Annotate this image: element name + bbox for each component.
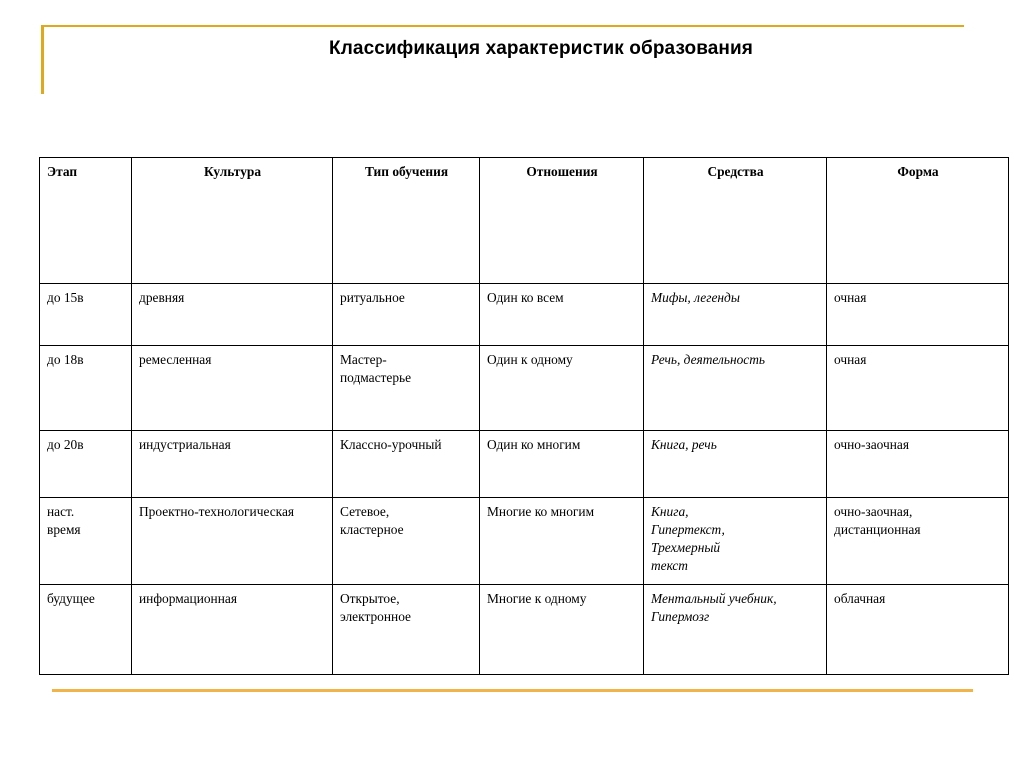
column-header-culture: Культура (132, 158, 333, 284)
cell-culture: древняя (132, 284, 333, 346)
cell-learning-type: ритуальное (333, 284, 480, 346)
cell-means: Речь, деятельность (644, 346, 827, 431)
cell-form: очно-заочная, дистанционная (827, 498, 1009, 585)
cell-form: очно-заочная (827, 431, 1009, 498)
cell-stage: будущее (40, 585, 132, 675)
cell-means: Ментальный учебник, Гипермозг (644, 585, 827, 675)
cell-learning-type: Классно-урочный (333, 431, 480, 498)
table-row (40, 431, 1009, 498)
cell-stage: до 15в (40, 284, 132, 346)
cell-learning-type: Мастер- подмастерье (333, 346, 480, 431)
cell-relations: Многие ко многим (480, 498, 644, 585)
cell-culture: информационная (132, 585, 333, 675)
table-row (40, 585, 1009, 675)
column-header-form: Форма (827, 158, 1009, 284)
page-title: Классификация характеристик образования (329, 38, 753, 59)
table-header-row (40, 158, 1009, 284)
cell-relations: Один ко всем (480, 284, 644, 346)
cell-means: Книга, Гипертекст, Трехмерный текст (644, 498, 827, 585)
cell-means: Мифы, легенды (644, 284, 827, 346)
frame-bottom-rule (52, 689, 973, 692)
column-header-learning-type: Тип обучения (333, 158, 480, 284)
cell-relations: Один к одному (480, 346, 644, 431)
cell-means: Книга, речь (644, 431, 827, 498)
cell-relations: Многие к одному (480, 585, 644, 675)
cell-form: очная (827, 284, 1009, 346)
cell-form: облачная (827, 585, 1009, 675)
table-row (40, 284, 1009, 346)
table-row (40, 346, 1009, 431)
cell-form: очная (827, 346, 1009, 431)
classification-table (39, 157, 1009, 675)
cell-stage: до 18в (40, 346, 132, 431)
column-header-relations: Отношения (480, 158, 644, 284)
column-header-stage: Этап (40, 158, 132, 284)
cell-relations: Один ко многим (480, 431, 644, 498)
cell-learning-type: Сетевое, кластерное (333, 498, 480, 585)
cell-learning-type: Открытое, электронное (333, 585, 480, 675)
cell-stage: наст. время (40, 498, 132, 585)
cell-culture: ремесленная (132, 346, 333, 431)
table-row (40, 498, 1009, 585)
frame-top-rule (41, 25, 964, 27)
cell-stage: до 20в (40, 431, 132, 498)
column-header-means: Средства (644, 158, 827, 284)
cell-culture: индустриальная (132, 431, 333, 498)
cell-culture: Проектно-технологическая (132, 498, 333, 585)
